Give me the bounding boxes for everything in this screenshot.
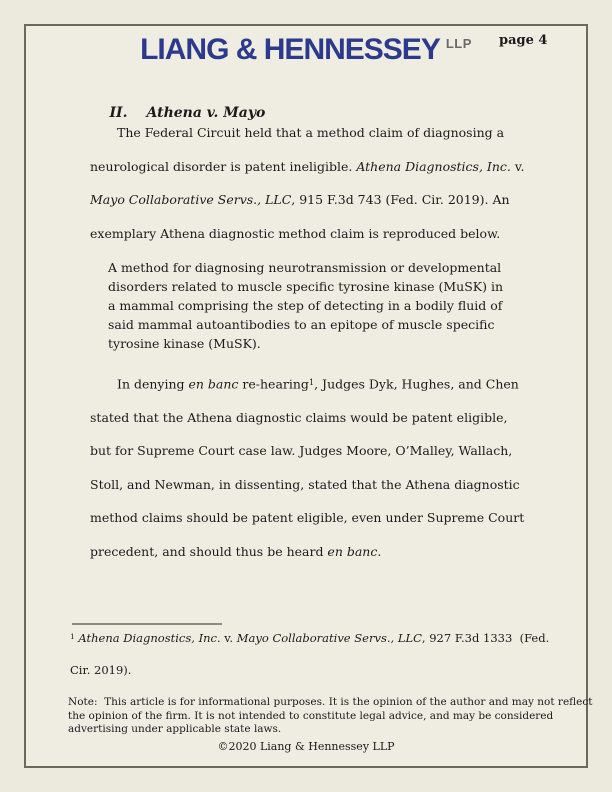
firm-name: LIANG & HENNESSEY <box>140 33 440 66</box>
section-title: Athena v. Mayo <box>146 105 266 121</box>
disclaimer-note: Note: This article is for informational purposes. It is the opinion of the author and may not reflect the opinion of the firm. It is not intended to constitute legal advice, and may be considered advertising under applicable state laws. <box>68 696 593 735</box>
firm-logo <box>0 33 612 67</box>
page-number: page 4 <box>499 33 548 48</box>
body-paragraph-1: The Federal Circuit held that a method claim of diagnosing a neurological disorder is patent ineligible. Athena Diagnostics, Inc. v. Mayo Collaborative Servs., LLC, 915 F.3d 743 (Fed. Cir. 2019). An exemplary Athena diagnostic method claim is reproduced below. <box>90 125 525 241</box>
body-paragraph-2: In denying en banc re-hearing$^1$, Judges Dyk, Hughes, and Chen stated that the Athena diagnostic claims would be patent eligible, but for Supreme Court case law. Judges Moore, O’Malley, Wallach, Stoll, and Newman, in dissenting, stated that the Athena diagnostic method claims should be patent eligible, even under Supreme Court precedent, and should thus be heard en banc. <box>90 376 525 559</box>
claim-block-quote: A method for diagnosing neurotransmission or developmental disorders related to muscle specific tyrosine kinase (MuSK) in a mammal comprising the step of detecting in a bodily fluid of said mammal autoantibodies to an epitope of muscle specific tyrosine kinase (MuSK). <box>108 260 504 351</box>
firm-suffix: LLP <box>445 36 472 51</box>
footnote-text: $^1$ Athena Diagnostics, Inc. v. Mayo Collaborative Servs., LLC, 927 F.3d 1333 (Fed. Cir. 2019). <box>70 630 550 677</box>
section-number: II. <box>109 105 128 121</box>
copyright-line: ©2020 Liang & Hennessey LLP <box>217 740 395 753</box>
